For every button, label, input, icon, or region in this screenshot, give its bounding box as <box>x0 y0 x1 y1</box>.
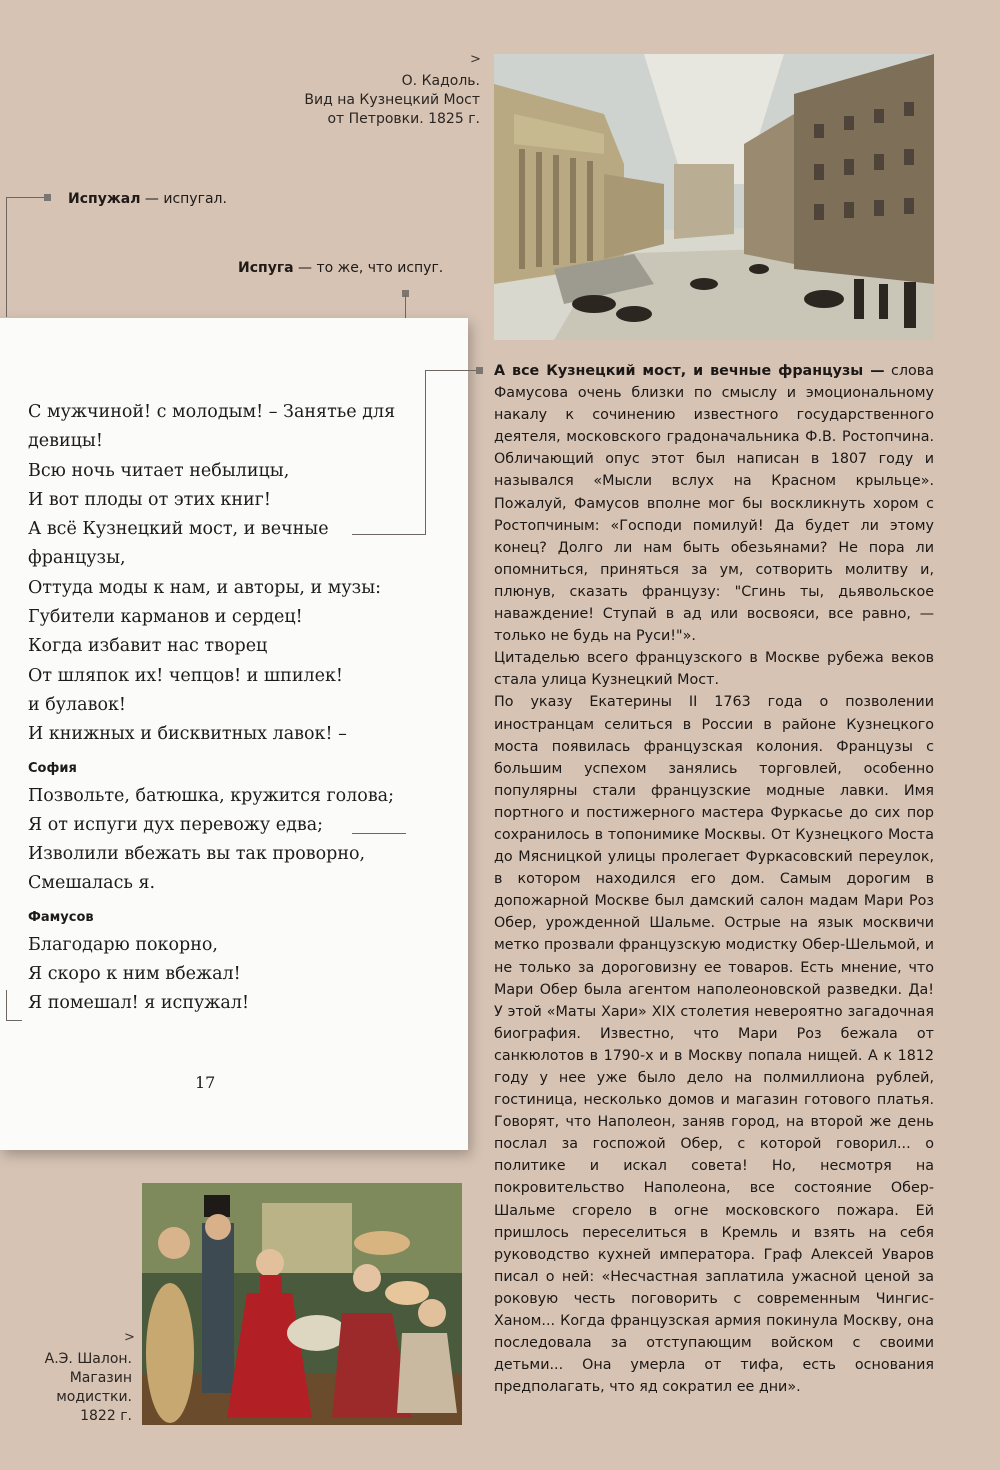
caption-line: О. Кадоль. <box>401 73 480 89</box>
article-paragraph <box>494 360 934 647</box>
verse-line: С мужчиной! с молодым! – Занятье для <box>28 402 396 422</box>
verse-line: Когда избавит нас творец <box>28 636 268 657</box>
gloss-definition: — испугал. <box>140 191 227 207</box>
verse-line: Благодарю покорно, <box>28 934 218 955</box>
milliner-shop-painting <box>142 1183 462 1425</box>
gloss-connector <box>6 1020 22 1021</box>
verse-line: Всю ночь читает небылицы, <box>28 460 290 481</box>
verse-line: девицы! <box>28 431 103 452</box>
gloss-connector <box>6 197 7 317</box>
article-text <box>494 360 934 1398</box>
verse-line: Я скоро к ним вбежал! <box>28 964 241 985</box>
caption-line: от Петровки. 1825 г. <box>327 111 480 127</box>
speaker-name: Фамусов <box>28 909 94 925</box>
caption-line: Магазин <box>69 1370 132 1386</box>
caption-marker: > <box>124 1330 135 1345</box>
verse-line: И вот плоды от этих книг! <box>28 489 271 510</box>
article-paragraph-text: слова Фамусова очень близки по смыслу и эмоциональному накалу к сочинению известного государственного деятеля, московского градоначальника Ф.В. Ростопчина. Обличающий опус этот был написан в 1807 году и назывался «Мысли вслух на Красном крыльце». Пожалуй, Фамусов вполне мог бы воскликнуть хором с Ростопчиным: «Господи помилуй! Да будет ли этому конец? Долго ли нам быть обезьянами? Не пора ли опомниться, приняться за ум, сотворить молитву и, плюнув, сказать французу: "Сгинь ты, дьявольское наваждение! Ступай в ад или восвояси, все равно, — только не будь на Руси!"». <box>494 363 934 645</box>
caption-marker: > <box>470 52 481 67</box>
verse-line: и булавок! <box>28 694 126 715</box>
gloss-marker <box>44 194 51 201</box>
verse-line: Оттуда моды к нам, и авторы, и музы: <box>28 577 382 598</box>
gloss-definition: — то же, что испуг. <box>293 260 444 276</box>
verse-line: Губители карманов и сердец! <box>28 607 303 628</box>
poem-text <box>28 398 448 1019</box>
gloss-term: Испужал <box>68 191 141 207</box>
gloss-connector <box>352 833 406 834</box>
gloss-ispuga <box>238 259 443 277</box>
caption-line: модистки. <box>56 1389 132 1405</box>
article-paragraph: По указу Екатерины II 1763 года о позволении иностранцам селиться в России в районе Кузнецкого моста появилась французская колония. Французы с большим успехом занялись торговлей, особенно популярны стали французские модные лавки. Имя портного и постижерного мастера Фуркасье до сих пор сохранилось в топонимике Москвы. От Кузнецкого Моста до Мясницкой улицы пролегает Фуркасовский переулок, в котором находился его дом. Самым дорогим в допожарной Москве был дамский салон мадам Мари Роз Обер, урожденной Шальме. Острые на язык москвичи метко прозвали французскую модистку Обер-Шельмой, и не только за дороговизну ее товаров. Есть мнение, что Мари Обер была агентом наполеоновской разведки. Да! У этой «Маты Хари» XIX столетия невероятно загадочная биография. Известно, что Мари Роз бежала от санкюлотов в 1790-х и в Москву попала нищей. А к 1812 году у нее уже было дело на полмиллиона рублей, гостиница, несколько домов и магазин готового платья. Говорят, что Наполеон, заняв город, на второй же день послал за госпожой Обер, с которой говорил... о политике и искал совета! Но, несмотря на покровительство Наполеона, все состояние Обер-Шальме сгорело в огне московского пожара. Ей пришлось переселиться в Кремль и взять на себя руководство кухней императора. Граф Алексей Уваров писал о ней: «Несчастная заплатила ужасной ценой за роковую честь поговорить с современным Чингис-Ханом... Когда французская армия покинула Москву, она последовала за отступающим войском с своими детьми... Она умерла от тифа, есть основания предполагать, что яд сократил ее дни». <box>494 694 934 1396</box>
article-lead: А все Кузнецкий мост, и вечные французы — <box>494 363 885 379</box>
kuznetsky-most-engraving <box>494 54 934 340</box>
gloss-connector <box>6 197 46 198</box>
verse-line: И книжных и бисквитных лавок! – <box>28 724 347 745</box>
verse-line: французы, <box>28 548 126 569</box>
note-connector <box>425 370 477 371</box>
caption-line: Вид на Кузнецкий Мост <box>304 92 480 108</box>
gloss-connector <box>6 990 7 1020</box>
caption-line: 1822 г. <box>80 1408 132 1424</box>
verse-line: А всё Кузнецкий мост, и вечные <box>28 519 329 540</box>
gloss-ispuzhal <box>68 190 227 208</box>
bottom-image-caption <box>8 1350 132 1426</box>
page-number: 17 <box>195 1073 216 1092</box>
note-marker <box>476 367 483 374</box>
caption-line: А.Э. Шалон. <box>44 1351 132 1367</box>
verse-line: От шляпок их! чепцов! и шпилек! <box>28 665 343 686</box>
verse-line: Я от испуги дух перевожу едва; <box>28 814 324 835</box>
article-paragraph: Цитаделью всего французского в Москве рубежа веков стала улица Кузнецкий Мост. <box>494 650 934 689</box>
speaker-name: София <box>28 760 77 776</box>
top-image-caption <box>260 72 480 129</box>
note-connector <box>425 370 426 535</box>
verse-line: Я помешал! я испужал! <box>28 993 249 1014</box>
verse-line: Изволили вбежать вы так проворно, <box>28 844 366 865</box>
verse-line: Смешалась я. <box>28 873 156 894</box>
gloss-term: Испуга <box>238 260 294 276</box>
verse-line: Позвольте, батюшка, кружится голова; <box>28 785 395 806</box>
note-connector <box>352 534 425 535</box>
